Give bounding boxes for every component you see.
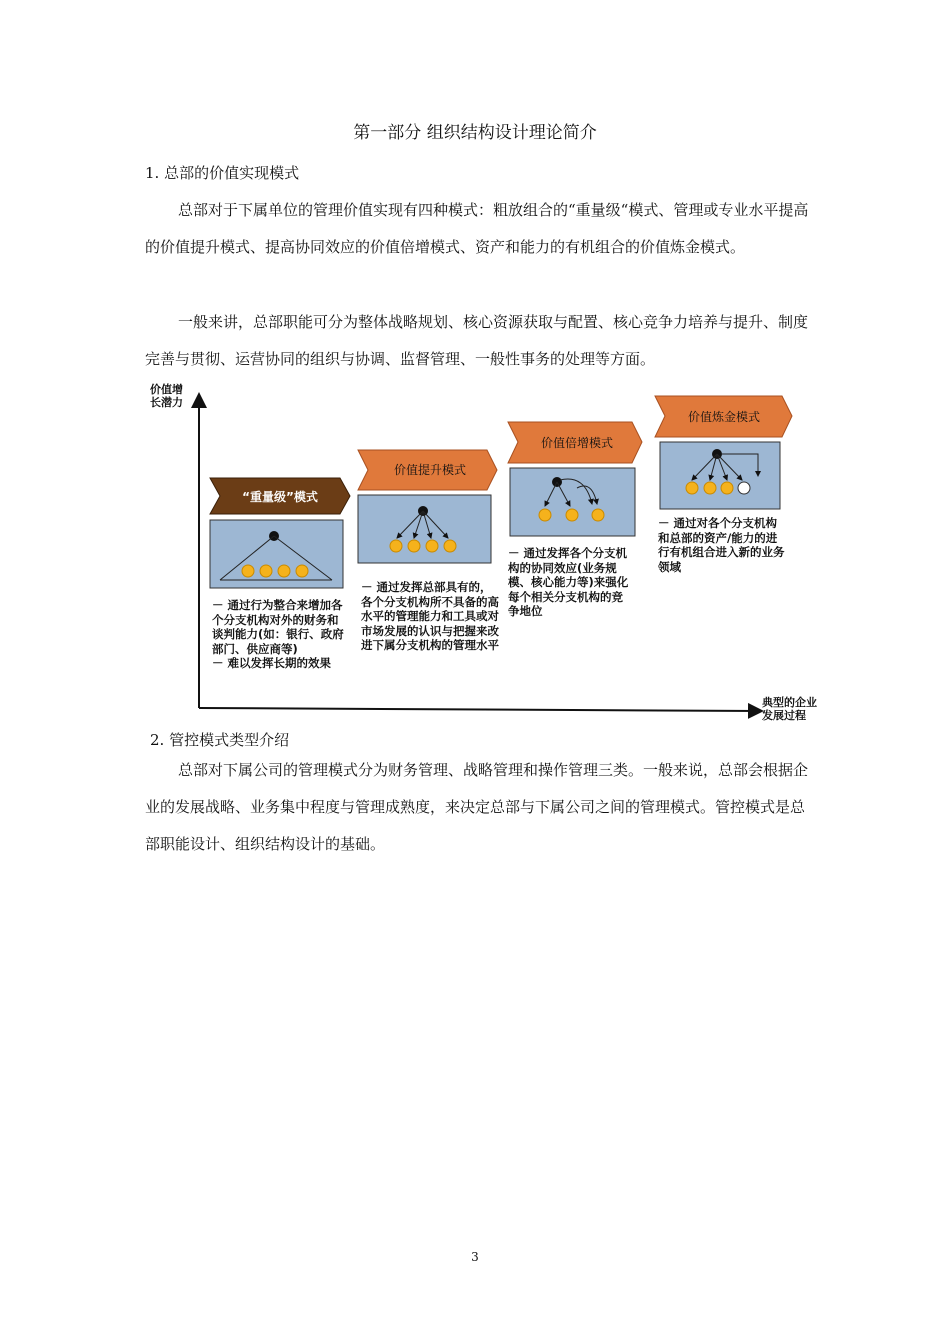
- mode-title-heavyweight: “重量级”模式: [242, 490, 318, 504]
- mode-title-multiplication: 价值倍增模式: [540, 436, 614, 450]
- mode-heavyweight: [210, 478, 350, 588]
- mode-box-multiplication: [510, 468, 635, 536]
- section-1-paragraph-1: 总部对于下属单位的管理价值实现有四种模式：粗放组合的“重量级“模式、管理或专业水平提高的价值提升模式、提高协同效应的价值倍增模式、资产和能力的有机组合的价值炼金模式。: [145, 201, 809, 256]
- mode-enhancement: [358, 450, 497, 563]
- mode-title-enhancement: 价值提升模式: [393, 463, 467, 477]
- mode-alchemy: [655, 396, 792, 509]
- section-2-heading: 2. 管控模式类型介绍: [150, 731, 290, 749]
- mode-caption-multiplication: － 通过发挥各个分支机构的协同效应(业务规模、核心能力等)来强化每个相关分支机构的竞争地位: [508, 546, 629, 618]
- mode-caption-alchemy: － 通过对各个分支机构和总部的资产/能力的进行有机组合进入新的业务领域: [658, 516, 785, 574]
- y-axis-label: 价值增 长潜力: [150, 383, 183, 409]
- mode-box-heavyweight: [210, 520, 343, 588]
- value-mode-figure: [140, 378, 830, 728]
- x-axis-label: 典型的企业 发展过程: [762, 696, 817, 722]
- mode-title-alchemy: 价值炼金模式: [687, 410, 761, 424]
- section-1-heading: 1. 总部的价值实现模式: [145, 164, 300, 182]
- section-1-paragraph-2: 一般来讲，总部职能可分为整体战略规划、核心资源获取与配置、核心竞争力培养与提升、制度完善与贯彻、运营协同的组织与协调、监督管理、一般性事务的处理等方面。: [145, 313, 809, 368]
- mode-box-enhancement: [358, 495, 491, 563]
- mode-multiplication: [508, 422, 642, 536]
- page-title: 第一部分 组织结构设计理论简介: [353, 123, 597, 143]
- x-axis: [199, 708, 760, 711]
- page-number: 3: [471, 1250, 479, 1264]
- section-2-paragraph-1: 总部对下属公司的管理模式分为财务管理、战略管理和操作管理三类。一般来说，总部会根据企业的发展战略、业务集中程度与管理成熟度，来决定总部与下属公司之间的管理模式。管控模式是总部职能设计、组织结构设计的基础。: [145, 761, 809, 853]
- mode-caption-heavyweight: － 通过行为整合来增加各个分支机构对外的财务和谈判能力(如：银行、政府部门、供应商等) － 难以发挥长期的效果: [212, 598, 344, 670]
- mode-caption-enhancement: － 通过发挥总部具有的，各个分支机构所不具备的高水平的管理能力和工具或对市场发展的认识与把握来改进下属分支机构的管理水平: [361, 580, 499, 652]
